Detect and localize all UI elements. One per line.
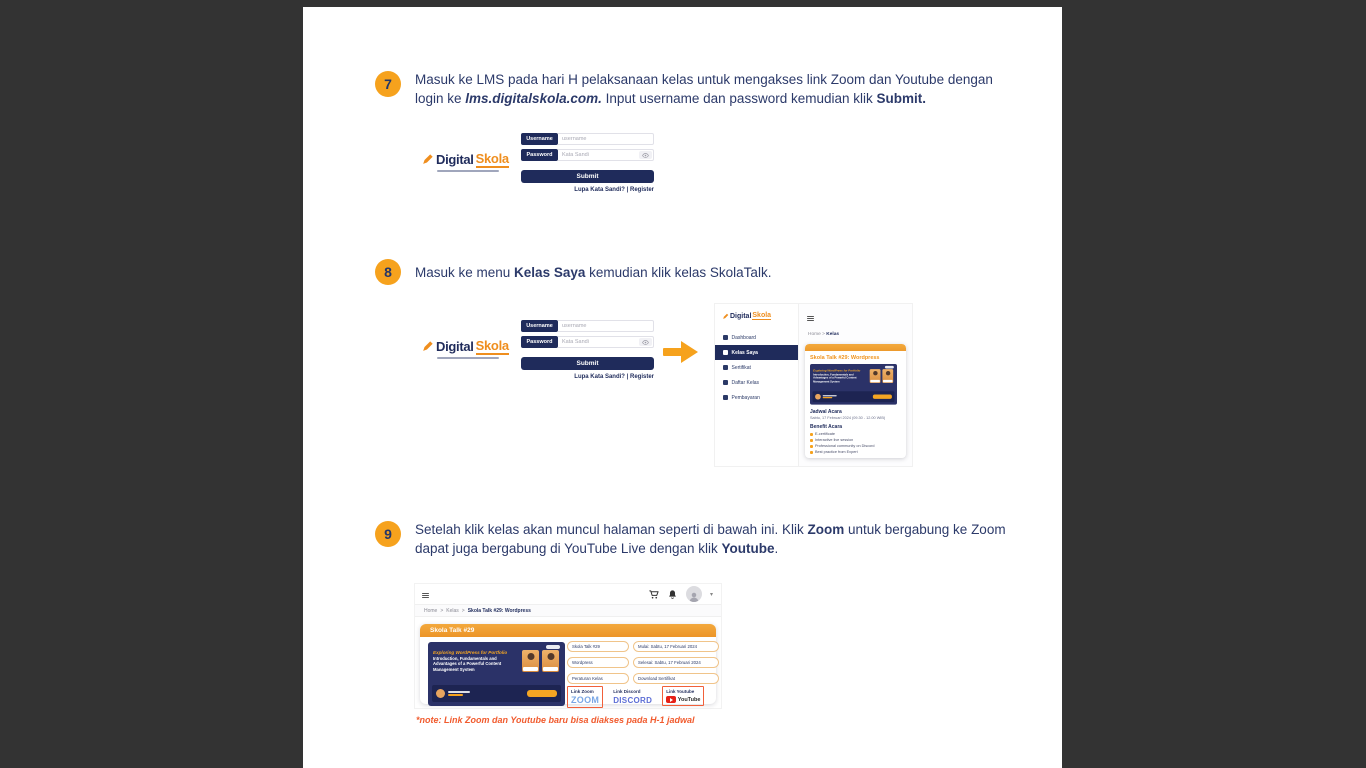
logo-text-digital: Digital [436, 339, 474, 354]
avatar[interactable] [686, 586, 702, 602]
benefit-label: Best practice from Expert [815, 450, 858, 454]
step-9-text [415, 520, 1007, 558]
banner-cta-pill [527, 690, 557, 697]
step-7-seg4: Submit. [876, 91, 926, 106]
payment-icon [723, 395, 728, 400]
sidebar-item-pembayaran[interactable] [715, 390, 798, 405]
banner-title: Exploring WordPress for Portfolio [813, 369, 861, 373]
username-label: Username [521, 133, 558, 145]
banner-subtitle: Introduction, Fundamentals and Advantages of a Powerful Content Management System [813, 372, 857, 383]
step-8-badge [375, 259, 401, 285]
pencil-logo-icon [421, 340, 434, 353]
class-page-screenshot [415, 584, 721, 708]
login-screenshot-1 [421, 131, 656, 209]
class-list-icon [723, 380, 728, 385]
speaker-photos [522, 650, 559, 672]
jadwal-heading: Jadwal Acara [810, 409, 842, 415]
breadcrumb-current: Kelas [826, 332, 840, 337]
submit-button[interactable]: Submit [521, 357, 654, 370]
login-form [521, 320, 654, 380]
step-9-seg2: Zoom [807, 522, 845, 537]
sidebar-item-label: Kelas Saya [731, 349, 758, 356]
breadcrumb [415, 604, 721, 617]
benefit-bullet-icon [810, 445, 813, 448]
banner-title: Exploring WordPress for Portfolio [433, 650, 508, 655]
step-8-seg3: kemudian klik kelas SkolaTalk. [585, 265, 772, 280]
user-icon [688, 591, 700, 602]
class-card[interactable] [805, 344, 906, 458]
logo-text-digital: Digital [436, 152, 474, 167]
breadcrumb [808, 332, 839, 337]
sidebar-item-kelas-saya[interactable] [715, 345, 798, 360]
lms-dashboard-screenshot [715, 304, 912, 466]
speaker-photo [870, 369, 881, 383]
benefit-bullet-icon [810, 439, 813, 442]
dashboard-icon [723, 335, 728, 340]
benefit-bullet-icon [810, 433, 813, 436]
bell-icon[interactable] [667, 589, 678, 600]
logo-text-skola: Skola [752, 312, 772, 319]
step-9-seg4: Youtube [721, 541, 775, 556]
digitalskola-logo [421, 338, 516, 359]
class-detail-header [420, 624, 716, 637]
zoom-link-highlight-box[interactable] [567, 686, 603, 708]
class-banner-thumbnail [810, 364, 897, 405]
breadcrumb-separator: > [440, 607, 444, 614]
username-input[interactable] [558, 320, 654, 332]
sidebar-item-label: Sertifikat [731, 364, 751, 371]
breadcrumb-home[interactable]: Home [808, 332, 821, 337]
banner-detail-lines [823, 394, 837, 399]
pill-class-name[interactable]: Skola Talk #29 [567, 641, 629, 652]
step-9-seg1: Setelah klik kelas akan muncul halaman seperti di bawah ini. Klik [415, 522, 808, 537]
moderator-photo [436, 689, 445, 698]
breadcrumb-separator: > [461, 607, 465, 614]
banner-subtitle: Introduction, Fundamentals and Advantages of a Powerful Content Management System [433, 656, 502, 672]
class-detail-title: Skola Talk #29 [430, 627, 475, 634]
banner-cta-pill [873, 394, 892, 398]
benefit-heading: Benefit Acara [810, 424, 843, 430]
speaker-photo [882, 369, 893, 383]
sidebar-item-sertifikat[interactable] [715, 360, 798, 375]
step-7-number: 7 [384, 76, 392, 92]
username-row [521, 320, 654, 332]
jadwal-text: Sabtu, 17 Februari 2024 (09.30 - 12.00 WIB) [810, 416, 886, 420]
banner-detail-lines [448, 689, 470, 698]
speaker-photo [542, 650, 559, 672]
document-page [303, 7, 1062, 768]
class-page-topbar [415, 584, 721, 604]
benefit-label: E-certificate [815, 432, 836, 436]
username-input[interactable] [558, 133, 654, 145]
class-info-pills [567, 641, 719, 684]
benefit-item [810, 450, 901, 454]
lms-url-text: lms.digitalskola.com. [465, 91, 602, 106]
moderator-photo [815, 394, 821, 400]
class-card-title[interactable]: Skola Talk #29: Wordpress [810, 355, 880, 361]
eye-icon [642, 340, 649, 345]
youtube-logo-text: YouTube [677, 696, 701, 703]
breadcrumb-current: Skola Talk #29: Wordpress [467, 607, 531, 614]
step-8-seg1: Masuk ke menu [415, 265, 515, 280]
footnote: *note: Link Zoom dan Youtube baru bisa diakses pada H-1 jadwal [416, 715, 695, 725]
submit-button[interactable]: Submit [521, 170, 654, 183]
username-row [521, 133, 654, 145]
step-7-badge [375, 71, 401, 97]
step-8-text [415, 263, 1003, 282]
banner-badge [546, 645, 560, 649]
pill-topic[interactable]: Wordpress [567, 657, 629, 668]
hamburger-menu-icon[interactable] [422, 592, 429, 599]
class-banner-container [428, 642, 565, 706]
step-9-number: 9 [384, 526, 392, 542]
hamburger-menu-icon[interactable] [807, 315, 814, 322]
step-8-number: 8 [384, 264, 392, 280]
class-links-row [567, 686, 704, 708]
banner-footer-strip [813, 391, 895, 402]
benefit-label: Professional community on Discord [815, 444, 875, 448]
discord-link[interactable] [610, 686, 655, 708]
username-label: Username [521, 320, 558, 332]
discord-logo[interactable]: DISCORD [613, 696, 653, 705]
sidebar-item-label: Daftar Kelas [731, 379, 760, 386]
speaker-photos [870, 369, 893, 383]
link-discord-label: Link Discord [613, 689, 641, 694]
youtube-logo[interactable] [666, 696, 700, 703]
step-8-seg2: Kelas Saya [514, 265, 586, 280]
step-9-seg5: . [774, 541, 779, 556]
cart-icon[interactable] [648, 589, 659, 600]
banner-footer-strip [432, 685, 561, 702]
step-7-text [415, 70, 1003, 108]
show-password-button[interactable] [639, 151, 652, 159]
link-youtube-label: Link Youtube [666, 689, 695, 694]
forgot-password-register-links[interactable]: Lupa Kata Sandi? | Register [574, 187, 654, 193]
benefit-item [810, 432, 901, 436]
step-7-seg1: Masuk ke LMS pada hari H pelaksanaan kelas untuk mengakses link Zoom dan Youtube dengan login ke [415, 72, 993, 106]
class-card-header-bar [805, 344, 906, 351]
pill-end-date[interactable]: Selesai: Sabtu, 17 Februari 2024 [633, 657, 719, 668]
benefit-item [810, 444, 901, 448]
pill-start-date[interactable]: Mulai: Sabtu, 17 Februari 2024 [633, 641, 719, 652]
login-screenshot-2 [421, 318, 656, 396]
eye-icon [642, 153, 649, 158]
youtube-play-icon [666, 696, 676, 703]
lms-main-area [799, 304, 912, 466]
benefit-label: Interactive live session [815, 438, 854, 442]
zoom-logo[interactable]: ZOOM [571, 695, 600, 705]
pill-download-certificate[interactable]: Download Sertifikat [633, 673, 719, 684]
login-form [521, 133, 654, 193]
breadcrumb-kelas[interactable]: Kelas [446, 607, 459, 614]
youtube-link-highlight-box[interactable] [662, 686, 704, 706]
logo-tagline [437, 170, 499, 172]
benefit-bullet-icon [810, 451, 813, 454]
class-detail-card [420, 624, 716, 704]
sidebar-item-label: Dashboard [731, 334, 756, 341]
link-zoom-label: Link Zoom [571, 689, 594, 694]
class-banner [810, 364, 897, 405]
breadcrumb-separator: > [822, 332, 825, 337]
breadcrumb-home[interactable]: Home [424, 607, 438, 614]
step-7-seg3: Input username dan password kemudian klik [601, 91, 877, 106]
password-row [521, 336, 654, 348]
password-label: Password [521, 149, 558, 161]
pencil-logo-icon [421, 153, 434, 166]
certificate-icon [723, 365, 728, 370]
password-label: Password [521, 336, 558, 348]
logo-text-digital: Digital [730, 312, 752, 320]
banner-badge [885, 366, 894, 369]
step-9-seg3: untuk bergabung ke Zoom dapat juga bergabung di YouTube Live dengan klik [415, 522, 1006, 556]
pill-class-rules[interactable]: Peraturan Kelas [567, 673, 629, 684]
my-classes-icon [723, 350, 728, 355]
logo-tagline [437, 357, 499, 359]
pencil-logo-icon [722, 313, 729, 320]
speaker-photo [522, 650, 539, 672]
sidebar-item-daftar-kelas[interactable] [715, 375, 798, 390]
step-9-badge [375, 521, 401, 547]
arrow-right-icon [663, 341, 699, 363]
logo-text-skola: Skola [475, 151, 509, 166]
benefit-item [810, 438, 901, 442]
sidebar-item-label: Pembayaran [731, 394, 760, 401]
lms-sidebar [715, 304, 799, 466]
sidebar-item-dashboard[interactable] [715, 330, 798, 345]
password-row [521, 149, 654, 161]
digitalskola-logo [421, 151, 516, 172]
chevron-down-icon[interactable]: ▾ [709, 591, 713, 598]
digitalskola-logo [715, 312, 798, 320]
forgot-password-register-links[interactable]: Lupa Kata Sandi? | Register [574, 374, 654, 380]
show-password-button[interactable] [639, 338, 652, 346]
logo-text-skola: Skola [475, 338, 509, 353]
class-banner [428, 642, 565, 706]
